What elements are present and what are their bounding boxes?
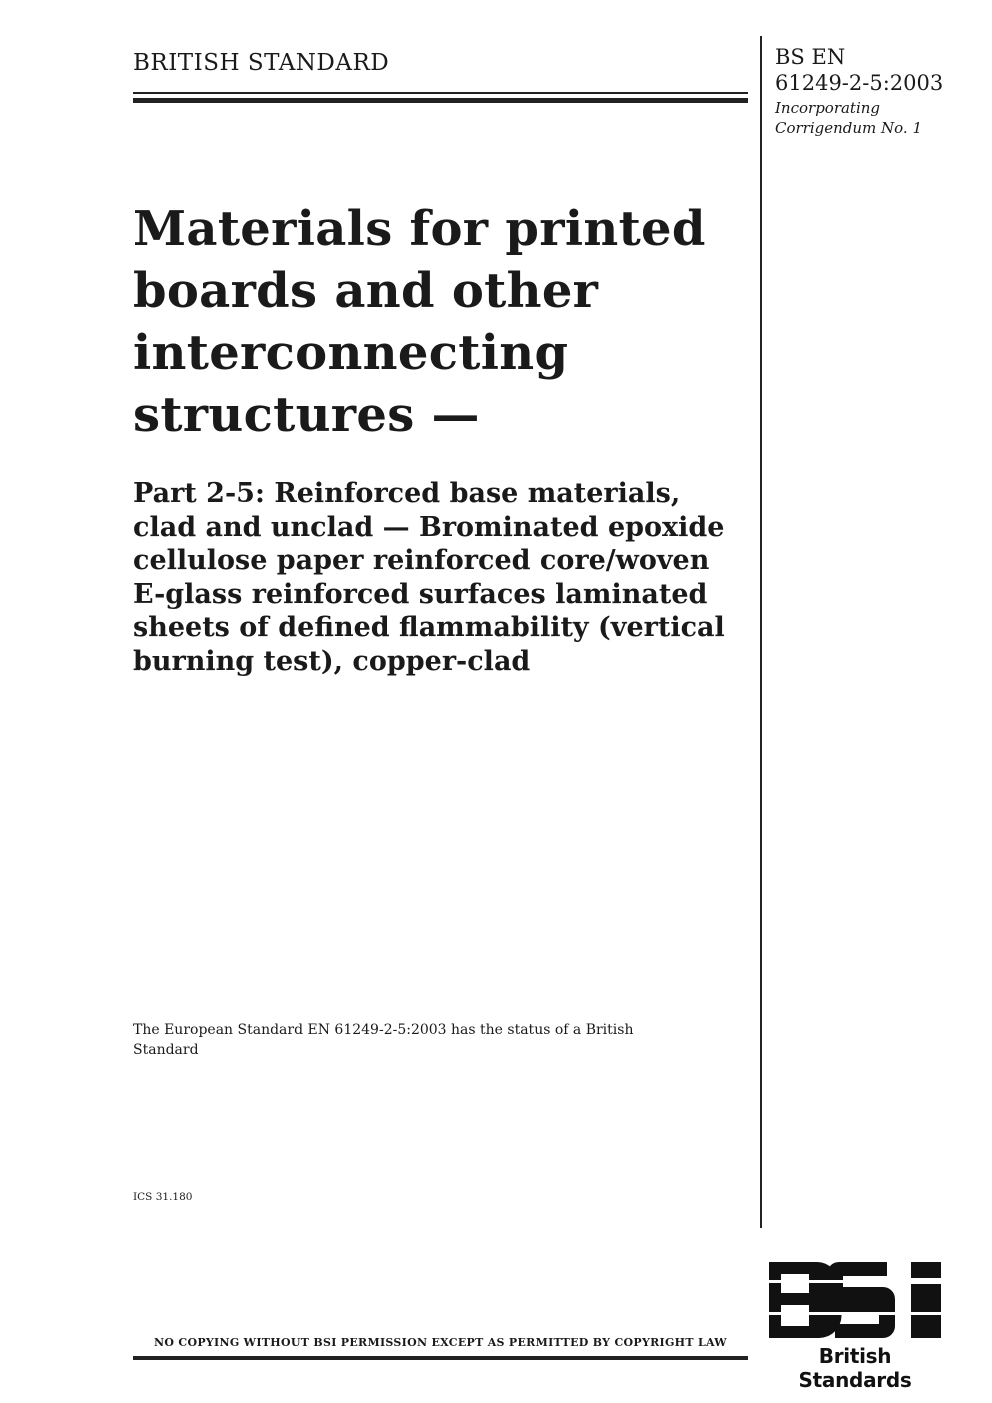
ics-code: ICS 31.180 (133, 1191, 193, 1203)
header-rule-thin (133, 92, 748, 94)
incorporating-note (775, 98, 922, 138)
copyright-notice: NO COPYING WITHOUT BSI PERMISSION EXCEPT AS PERMITTED BY COPYRIGHT LAW (154, 1336, 727, 1349)
corrigendum-label: Corrigendum No. 1 (775, 119, 923, 137)
status-note: The European Standard EN 61249-2-5:2003 has the status of a British Standard (133, 1022, 634, 1058)
vertical-divider (760, 36, 762, 1228)
logo-caption: British Standards (798, 1344, 912, 1392)
document-type-label: BRITISH STANDARD (133, 50, 390, 76)
standard-number-code: 61249-2-5:2003 (775, 71, 944, 95)
standard-number (775, 44, 943, 96)
document-subtitle: Part 2-5: Reinforced base materials, clad and unclad — Brominated epoxide cellulose paper reinforced core/woven E-glass reinforced surfaces laminated sheets of defined flammability (vertical burning test), copper-clad (133, 478, 725, 677)
incorporating-label: Incorporating (775, 99, 881, 117)
footer-rule (133, 1356, 748, 1360)
standard-number-prefix: BS EN (775, 45, 846, 69)
header-rule-thick (133, 98, 748, 103)
document-title: Materials for printed boards and other interconnecting structures — (133, 201, 706, 443)
